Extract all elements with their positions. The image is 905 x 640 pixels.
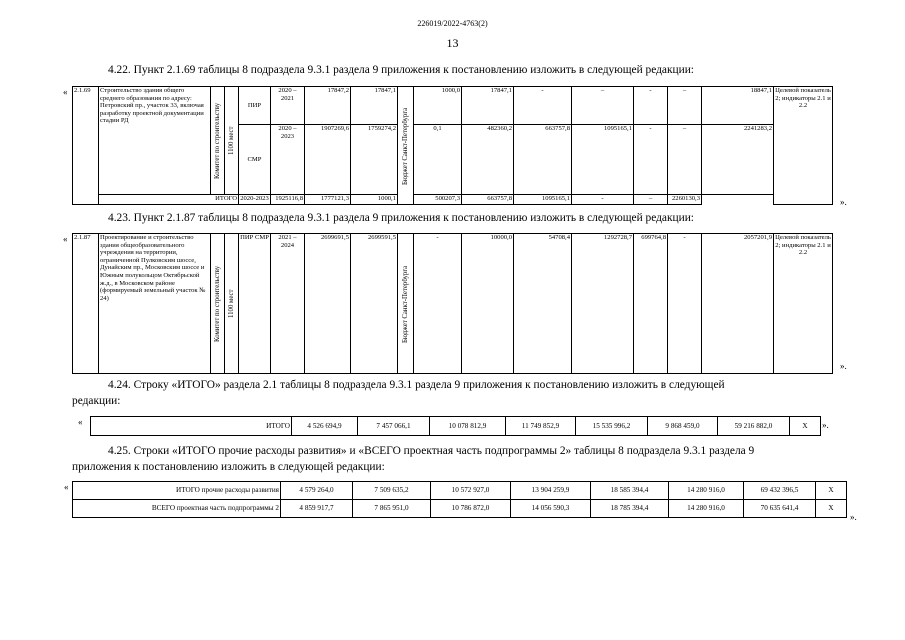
cell-value: – (572, 87, 634, 125)
cell-value: - (634, 125, 668, 195)
cell-value: 18 585 394,4 (591, 482, 669, 500)
close-quote: ». (850, 512, 857, 522)
open-quote: « (64, 482, 69, 492)
row-label: ВСЕГО проектная часть подпрограммы 2 (73, 500, 281, 518)
total-cell: 2260130,3 (668, 195, 702, 205)
cell-value: – (668, 125, 702, 195)
cell-value: 14 056 590,3 (511, 500, 591, 518)
cell-mark: X (816, 500, 847, 518)
cell-years: 2020 – 2021 (271, 87, 305, 125)
cell-value: 4 526 694,9 (292, 417, 358, 436)
cell-value: - (514, 87, 572, 125)
cell-work-type: ПИР (239, 87, 271, 125)
cell-value: 54708,4 (514, 234, 572, 374)
cell-value: 10 572 927,0 (431, 482, 511, 500)
cell-value: 10 786 872,0 (431, 500, 511, 518)
cell-value: 70 635 641,4 (744, 500, 816, 518)
page-number: 13 (446, 36, 459, 50)
row-label: ИТОГО прочие расходы развития (73, 482, 281, 500)
cell-total: 2057201,9 (702, 234, 774, 374)
cell-mark: X (790, 417, 821, 436)
object-name: Строительство здания общего среднего образования по адресу: Петровский пр., участок 33, включая разработку проектной документации стадии РД (99, 87, 211, 195)
object-name: Проектирование и строительство здания общеобразовательного учреждения на территории, ограниченной Пулковским шоссе, Дунайским пр., Московским шоссе и Южным полукольцом Октябрьской ж.д., в Московском районе (формируемый земельный участок № 24) (99, 234, 211, 374)
cell-value: 1000,0 (414, 87, 462, 125)
cell-value: 699764,8 (634, 234, 668, 374)
section-4-25-heading-line1: 4.25. Строки «ИТОГО прочие расходы развития» и «ВСЕГО проектная часть подпрограммы 2» таблицы 8 подраздела 9.3.1 раздела 9 (108, 445, 755, 457)
section-4-23-heading: 4.23. Пункт 2.1.87 таблицы 8 подраздела 9.3.1 раздела 9 приложения к постановлению изложить в следующей редакции: (108, 212, 694, 224)
table-4-22 (72, 86, 833, 205)
open-quote: « (78, 417, 83, 427)
section-4-25-heading-line2: приложения к постановлению изложить в следующей редакции: (72, 461, 385, 473)
section-4-24-heading-line2: редакции: (72, 395, 121, 407)
cell-cost: 2699691,5 (305, 234, 351, 374)
total-years: 2020-2023 (239, 195, 271, 205)
table-4-24 (90, 416, 821, 436)
cell-value: 11 749 852,9 (506, 417, 576, 436)
cell-value: 15 535 996,2 (576, 417, 648, 436)
cell-value: 17847,1 (351, 87, 398, 125)
cell-value: 1095165,1 (572, 125, 634, 195)
cell-value: 18 785 394,4 (591, 500, 669, 518)
section-4-24-heading-line1: 4.24. Строку «ИТОГО» раздела 2.1 таблицы 8 подраздела 9.3.1 раздела 9 приложения к постановлению изложить в следующей (108, 379, 725, 391)
cell-value: – (668, 87, 702, 125)
cell-value: 2699591,5 (351, 234, 398, 374)
capacity: 1100 мест (225, 87, 239, 195)
cell-years: 2020 – 2023 (271, 125, 305, 195)
cell-work-type: СМР (239, 125, 271, 195)
cell-mark: X (816, 482, 847, 500)
indicator: Целевой показатель 2; индикаторы 2.1 и 2.2 (774, 234, 833, 374)
cell-value: 663757,8 (514, 125, 572, 195)
total-cell: - (572, 195, 634, 205)
cell-value: 1759274,2 (351, 125, 398, 195)
cell-value: 7 865 951,0 (353, 500, 431, 518)
cell-value: 0,1 (414, 125, 462, 195)
cell-value: 482360,2 (462, 125, 514, 195)
cell-value: 13 904 259,9 (511, 482, 591, 500)
cell-value: - (414, 234, 462, 374)
total-cell: – (634, 195, 668, 205)
total-label: ИТОГО (99, 195, 239, 205)
cell-value: 4 579 264,0 (281, 482, 353, 500)
close-quote: ». (822, 420, 829, 430)
section-4-22-heading: 4.22. Пункт 2.1.69 таблицы 8 подраздела 9.3.1 раздела 9 приложения к постановлению изложить в следующей редакции: (108, 64, 694, 76)
cell-value: 10000,0 (462, 234, 514, 374)
cell-value: 14 280 916,0 (669, 482, 744, 500)
cell-cost: 1907269,6 (305, 125, 351, 195)
open-quote: « (63, 234, 68, 244)
total-cell: 1777121,3 (305, 195, 351, 205)
cell-value: 59 216 882,0 (718, 417, 790, 436)
indicator: Целевой показатель 2; индикаторы 2.1 и 2.2 (774, 87, 833, 205)
cell-value: 10 078 812,9 (430, 417, 506, 436)
cell-value: 4 859 917,7 (281, 500, 353, 518)
cell-value: 14 280 916,0 (669, 500, 744, 518)
cell-value: 7 457 066,1 (358, 417, 430, 436)
cell-value: - (668, 234, 702, 374)
cell-value: 1292728,7 (572, 234, 634, 374)
item-number: 2.1.87 (73, 234, 99, 374)
total-cell: 1000,1 (351, 195, 398, 205)
cell-total: 2241283,2 (702, 125, 774, 195)
cell-total: 18847,1 (702, 87, 774, 125)
agency: Комитет по строительству (211, 87, 225, 195)
budget-source: Бюджет Санкт-Петербурга (398, 87, 414, 205)
close-quote: ». (840, 197, 847, 207)
cell-work-type: ПИР СМР (239, 234, 271, 374)
total-cell: 1925116,8 (271, 195, 305, 205)
capacity: 1100 мест (225, 234, 239, 374)
cell-value: 9 868 459,0 (648, 417, 718, 436)
table-4-25 (72, 481, 847, 518)
open-quote: « (63, 87, 68, 97)
cell-value: 7 509 635,2 (353, 482, 431, 500)
item-number: 2.1.69 (73, 87, 99, 205)
total-cell: 1095165,1 (514, 195, 572, 205)
document-number: 226019/2022-4763(2) (417, 19, 488, 28)
total-cell: 663757,8 (462, 195, 514, 205)
table-4-23 (72, 233, 833, 374)
total-cell: 500207,3 (414, 195, 462, 205)
budget-source: Бюджет Санкт-Петербурга (398, 234, 414, 374)
cell-years: 2021 – 2024 (271, 234, 305, 374)
cell-value: - (634, 87, 668, 125)
cell-value: 17847,1 (462, 87, 514, 125)
cell-value: 69 432 396,5 (744, 482, 816, 500)
close-quote: ». (840, 361, 847, 371)
cell-cost: 17847,2 (305, 87, 351, 125)
row-label: ИТОГО (91, 417, 292, 436)
agency: Комитет по строительству (211, 234, 225, 374)
